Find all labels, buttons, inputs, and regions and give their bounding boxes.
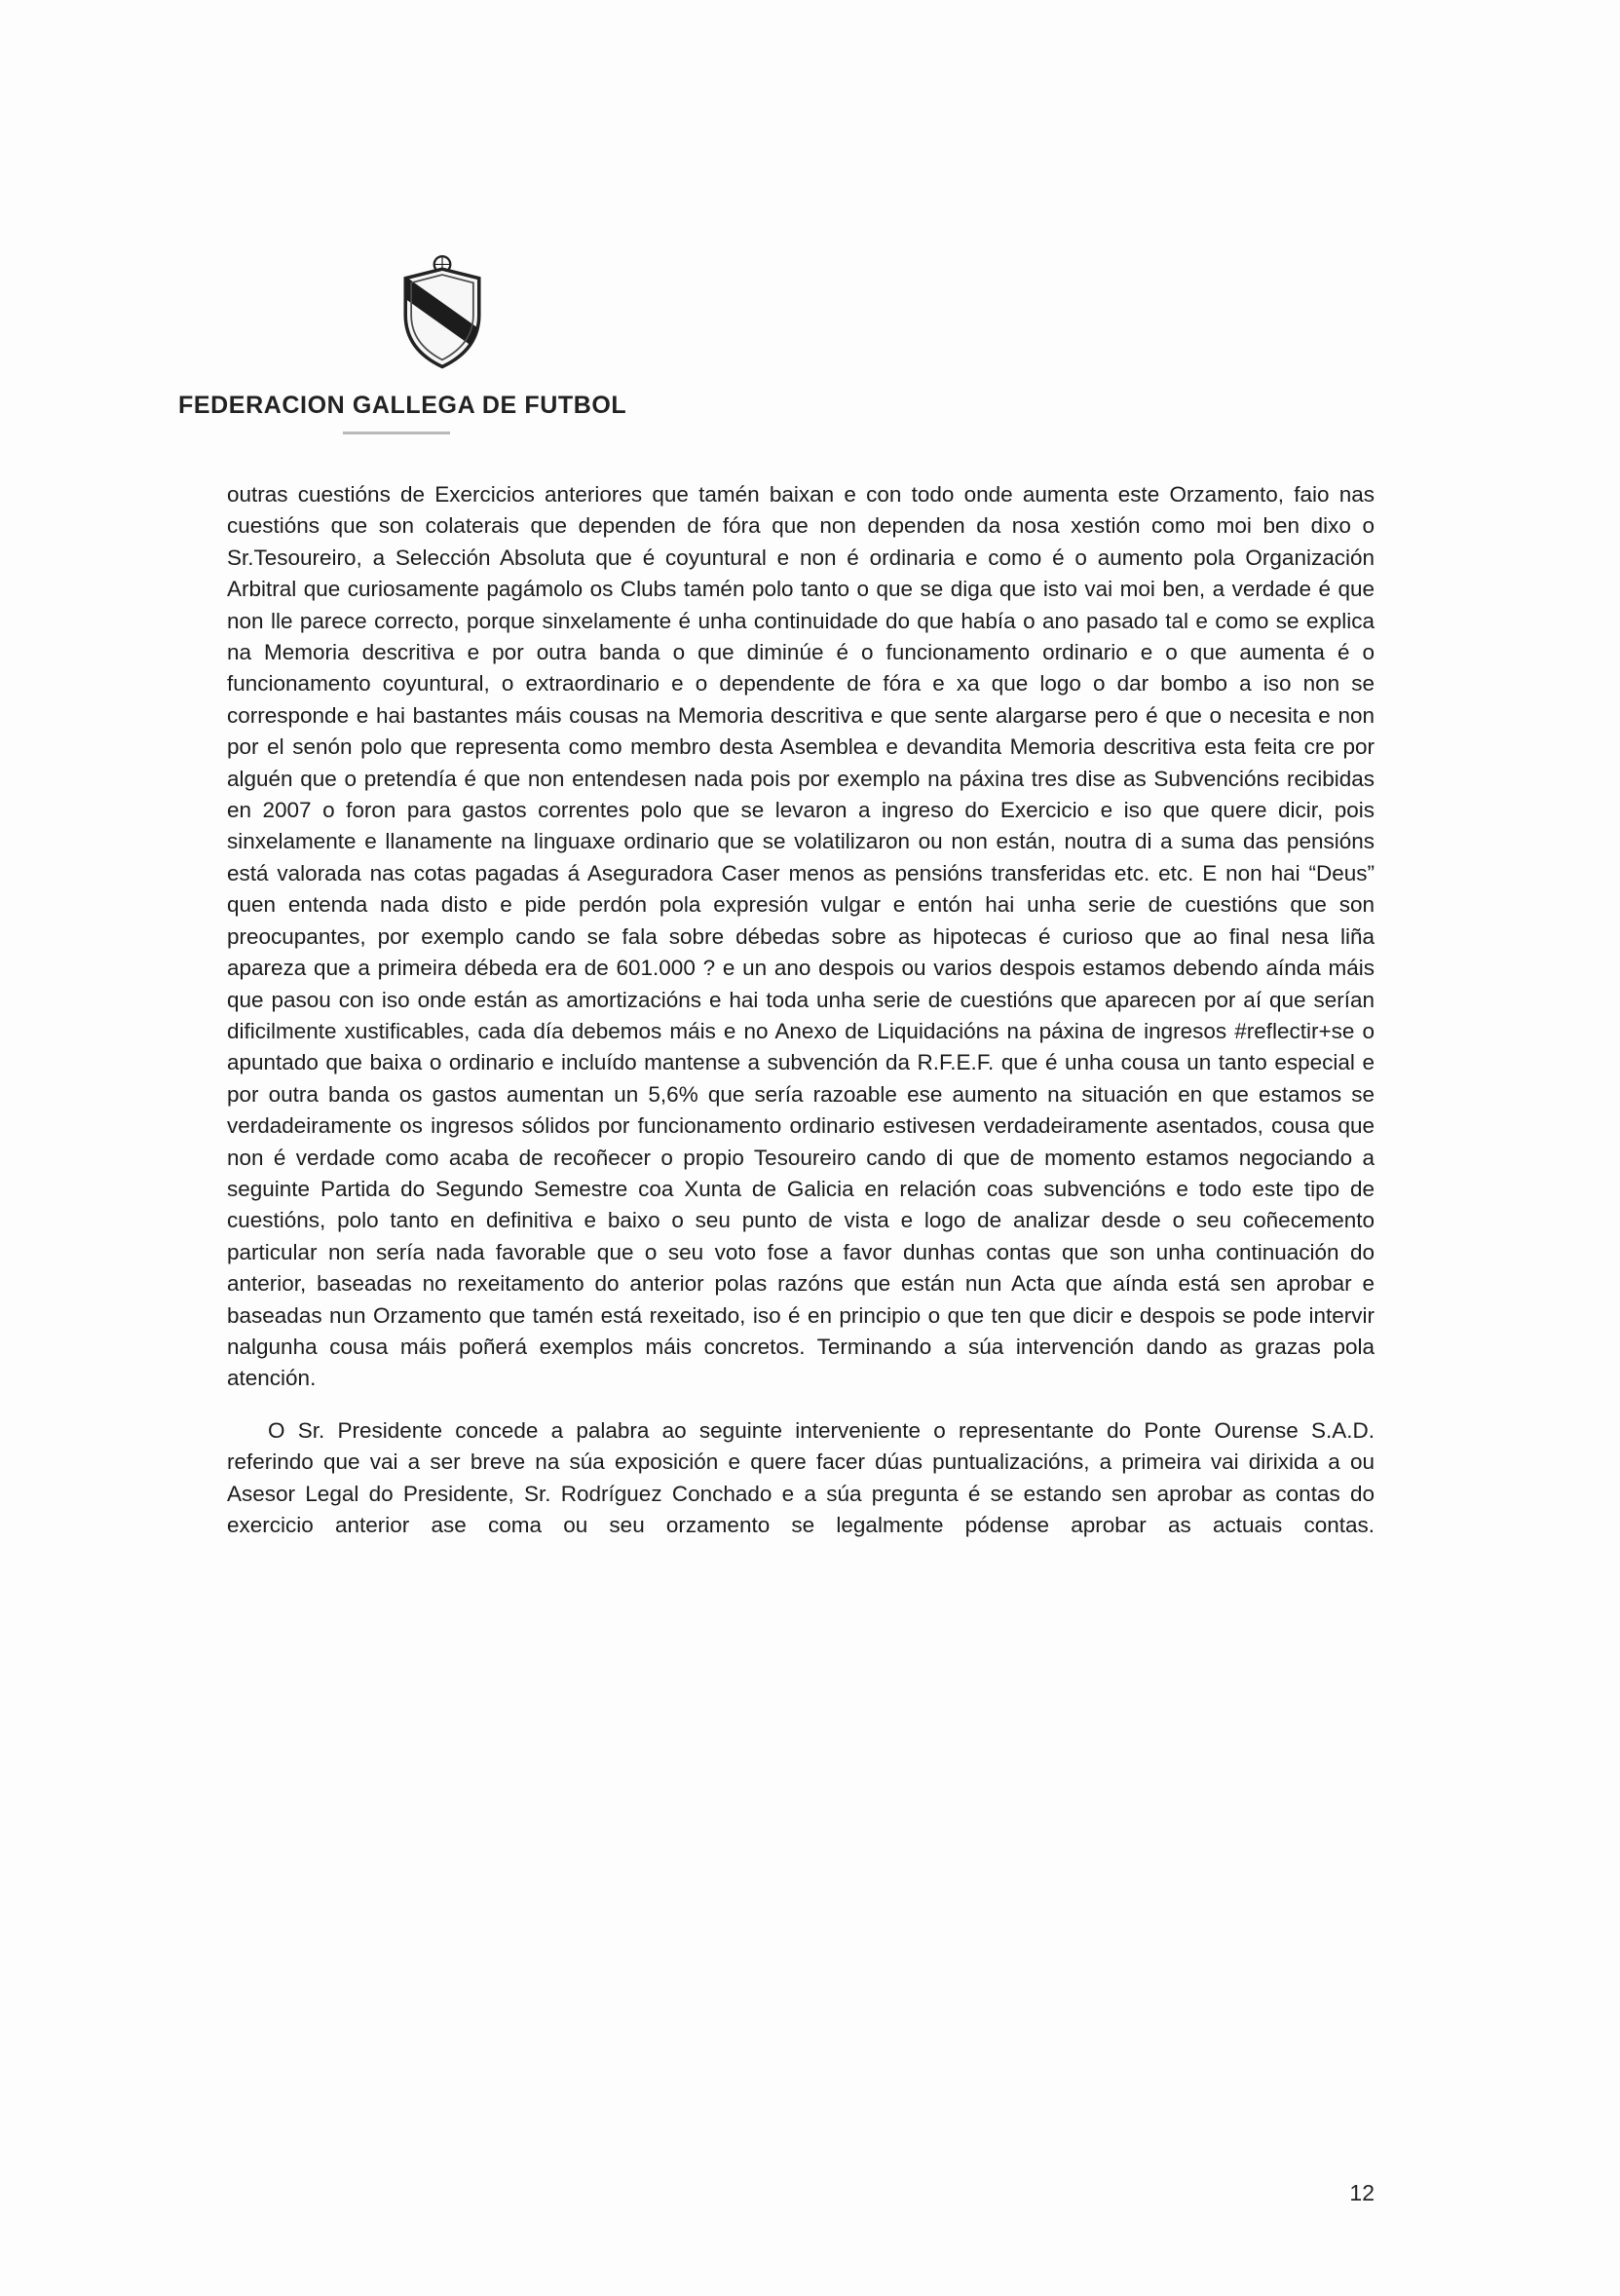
paragraph-president-response: O Sr. Presidente concede a palabra ao seguinte interveniente o representante do Ponte Ourense S.A.D. referindo que vai a ser breve na súa exposición e quere facer dúas puntualizacións, a primeira vai dirixida a ou Asesor Legal do Presidente, Sr. Rodríguez Conchado e a súa pregunta é se estando sen aprobar as contas do exercicio anterior ase coma ou seu orzamento se legalmente pódense aprobar as actuais contas. — [227, 1417, 1375, 1537]
body-text — [227, 479, 1375, 1541]
org-title: FEDERACION GALLEGA DE FUTBOL — [178, 392, 627, 419]
paragraph-intervention: outras cuestións de Exercicios anteriores que tamén baixan e con todo onde aumenta este Orzamento, faio nas cuestións que son colaterais que dependen de fóra que non dependen da nosa xestión como moi ben dixo o Sr.Tesoureiro, a Selección Absoluta que é coyuntural e non é ordinaria e como é o aumento pola Organización Arbitral que curiosamente pagámolo os Clubs tamén polo tanto o que se diga que isto vai moi ben, a verdade é que non lle parece correcto, porque sinxelamente é unha continuidade do que había o ano pasado tal e como se explica na Memoria descritiva e por outra banda o que diminúe é o funcionamento ordinario e o que aumenta é o funcionamento coyuntural, o extraordinario e o dependente de fóra e xa que logo o dar bombo a iso non se corresponde e hai bastantes máis cousas na Memoria descritiva e que sente alargarse pero é que o necesita e non por el senón polo que representa como membro desta Asemblea e devandita Memoria descritiva esta feita cre por alguén que o pretendía é que non entendesen nada pois por exemplo na páxina tres dise as Subvencións recibidas en 2007 o foron para gastos correntes polo que se levaron a ingreso do Exercicio e iso que quere dicir, pois sinxelamente e llanamente na linguaxe ordinario que se volatilizaron ou non están, noutra di a suma das pensións está valorada nas cotas pagadas á Aseguradora Caser menos as pensións transferidas etc. etc. E non hai “Deus” quen entenda nada disto e pide perdón pola expresión vulgar e entón hai unha serie de cuestións que son preocupantes, por exemplo cando se fala sobre débedas sobre as hipotecas é curioso que ao final nesa liña apareza que a primeira débeda era de 601.000 ? e un ano despois ou varios despois estamos debendo aínda máis que pasou con iso onde están as amortizacións e hai toda unha serie de cuestións que aparecen por aí que serían dificilmente xustificables, cada día debemos máis e no Anexo de Liquidacións na páxina de ingresos #reflectir+se o apuntado que baixa o ordinario e incluído mantense a subvención da R.F.E.F. que é unha cousa un tanto especial e por outra banda os gastos aumentan un 5,6% que sería razoable ese aumento na situación en que estamos se verdadeiramente os ingresos sólidos por funcionamento ordinario estivesen verdadeiramente asentados, cousa que non é verdade como acaba de recoñecer o propio Tesoureiro cando di que de momento estamos negociando a seguinte Partida do Segundo Semestre coa Xunta de Galicia en relación coas subvencións e todo este tipo de cuestións, polo tanto en definitiva e baixo o seu punto de vista e logo de analizar desde o seu coñecemento particular non sería nada favorable que o seu voto fose a favor dunhas contas que son unha continuación do anterior, baseadas no rexeitamento do anterior polas razóns que están nun Acta que aínda está sen aprobar e baseadas nun Orzamento que tamén está rexeitado, iso é en principio o que ten que dicir e despois se pode intervir nalgunha cousa máis poñerá exemplos máis concretos. Terminando a súa intervención dando as grazas pola atención. — [227, 482, 1375, 1391]
federation-crest-icon — [388, 255, 497, 370]
org-title-underline — [343, 432, 450, 434]
page-number: 12 — [1349, 2180, 1375, 2205]
